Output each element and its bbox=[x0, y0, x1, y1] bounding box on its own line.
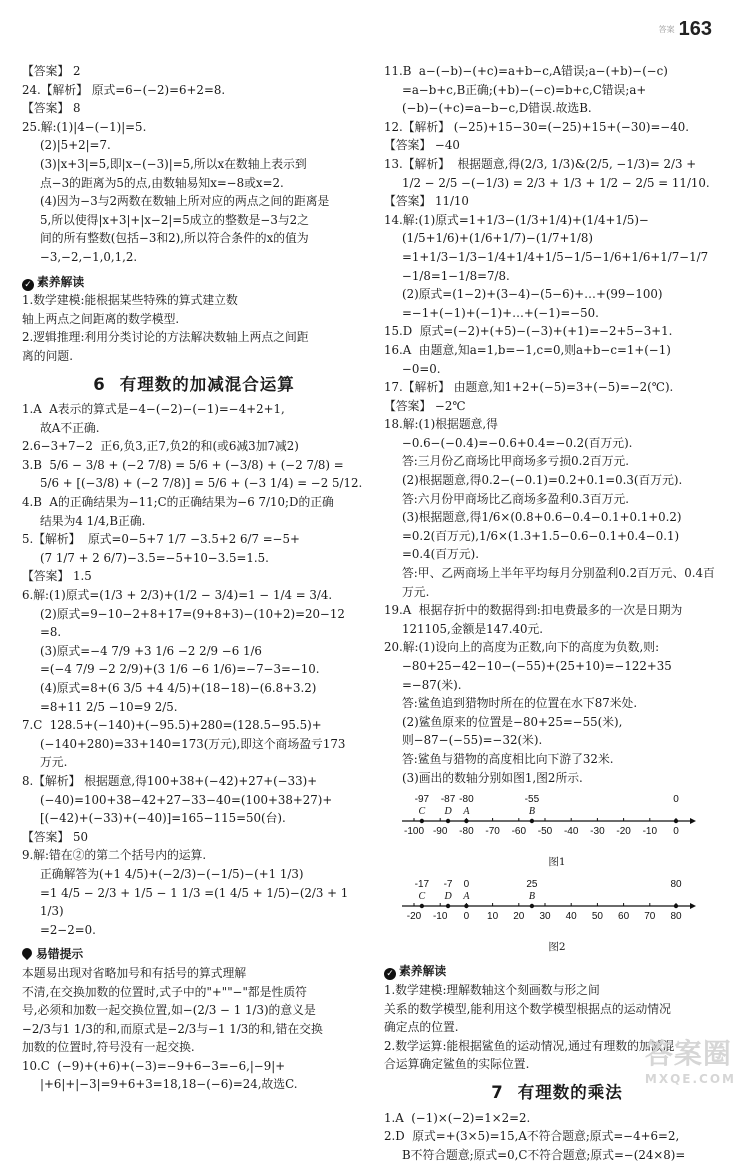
text-line: 25.解:(1)|4−(−1)|=5. bbox=[22, 118, 366, 137]
text-line: 10.C (−9)+(+6)+(−3)=−9+6−3=−6,|−9|+ bbox=[22, 1057, 366, 1076]
point-dot bbox=[446, 904, 450, 908]
text-line: =(−4 7/9 −2 2/9)+(3 1/6 −6 1/6)=−7−3=−10. bbox=[22, 660, 366, 679]
number-line-fig1 bbox=[398, 789, 698, 853]
text-line: 离的问题. bbox=[22, 347, 366, 366]
text-line: 答:三月份乙商场比甲商场多亏损0.2百万元. bbox=[384, 452, 730, 471]
text-line: 13.【解析】 根据题意,得(2/3, 1/3)&(2/5, −1/3)= 2/3 + bbox=[384, 155, 730, 174]
text-line: 17.【解析】 由题意,知1+2+(−5)=3+(−5)=−2(℃). bbox=[384, 378, 730, 397]
point-value: 25 bbox=[526, 879, 538, 890]
point-value: -80 bbox=[459, 794, 474, 805]
text-line: −0=0. bbox=[384, 360, 730, 379]
text-line: 关系的数学模型,能利用这个数学模型根据点的运动情况 bbox=[384, 1000, 730, 1019]
text-line: 点−3的距离为5的点,由数轴易知x=−8或x=2. bbox=[22, 174, 366, 193]
text-line: 5/6 + [(−3/8) + (−2 7/8)] = 5/6 + (−3 1/4) = −2 5/12. bbox=[22, 474, 366, 493]
fig2-caption: 图2 bbox=[384, 938, 730, 957]
text-line: (4)原式=8+(6 3/5 +4 4/5)+(18−18)−(6.8+3.2) bbox=[22, 679, 366, 698]
text-line: 答:鲨鱼追到猎物时所在的位置在水下87米处. bbox=[384, 694, 730, 713]
tick-label: 80 bbox=[670, 911, 682, 922]
tick-label: -100 bbox=[404, 826, 424, 837]
point-label: A bbox=[462, 891, 470, 902]
point-value: -7 bbox=[444, 879, 453, 890]
right-answers-end bbox=[384, 1109, 730, 1164]
text-line: 6.解:(1)原式=(1/3 + 2/3)+(1/2 − 3/4)=1 − 1/4 = 3/4. bbox=[22, 586, 366, 605]
tick-label: -50 bbox=[538, 826, 553, 837]
text-line: |+6|+|−3|=9+6+3=18,18−(−6)=24,故选C. bbox=[22, 1075, 366, 1094]
point-value: -55 bbox=[525, 794, 540, 805]
text-line: 万元. bbox=[384, 583, 730, 602]
text-line: −0.6−(−0.4)=−0.6+0.4=−0.2(百万元). bbox=[384, 434, 730, 453]
point-dot bbox=[674, 819, 678, 823]
text-line: 2.D 原式=+(3×5)=15,A不符合题意;原式=−4+6=2, bbox=[384, 1127, 730, 1146]
text-line: (2)根据题意,得0.2−(−0.1)=0.2+0.1=0.3(百万元). bbox=[384, 471, 730, 490]
tick-label: 10 bbox=[487, 911, 499, 922]
tick-label: -20 bbox=[407, 911, 422, 922]
point-label: C bbox=[419, 806, 426, 817]
text-line: (2)|5+2|=7. bbox=[22, 136, 366, 155]
point-value: 80 bbox=[670, 879, 682, 890]
point-label: A bbox=[462, 806, 470, 817]
point-dot bbox=[420, 819, 424, 823]
tick-label: 0 bbox=[464, 911, 470, 922]
text-line: 2.逻辑推理:利用分类讨论的方法解决数轴上两点之间距 bbox=[22, 328, 366, 347]
point-dot bbox=[530, 819, 534, 823]
point-label: D bbox=[443, 891, 452, 902]
text-line: (3)|x+3|=5,即|x−(−3)|=5,所以x在数轴上表示到 bbox=[22, 155, 366, 174]
point-value: -17 bbox=[415, 879, 430, 890]
section-title-6: 6 有理数的加减混合运算 bbox=[22, 376, 366, 395]
text-line: 1.A (−1)×(−2)=1×2=2. bbox=[384, 1109, 730, 1128]
tick-label: -90 bbox=[433, 826, 448, 837]
text-line: 2.6−3+7−2 正6,负3,正7,负2的和(或6减3加7减2) bbox=[22, 437, 366, 456]
text-line: 3.B 5/6 − 3/8 + (−2 7/8) = 5/6 + (−3/8) + (−2 7/8) = bbox=[22, 456, 366, 475]
text-line: −1/8=1−1/8=7/8. bbox=[384, 267, 730, 286]
text-line: 合运算确定鲨鱼的实际位置. bbox=[384, 1055, 730, 1074]
left-answers-end bbox=[22, 1057, 366, 1094]
point-label: D bbox=[443, 806, 452, 817]
text-line: (4)因为−3与2两数在数轴上所对应的两点之间的距离是 bbox=[22, 192, 366, 211]
tick-label: -40 bbox=[564, 826, 579, 837]
point-dot bbox=[420, 904, 424, 908]
text-line: 9.解:错在②的第二个括号内的运算. bbox=[22, 846, 366, 865]
tick-label: -20 bbox=[616, 826, 631, 837]
text-line: (−b)−(+c)=a−b−c,D错误.故选B. bbox=[384, 99, 730, 118]
tick-label: -60 bbox=[512, 826, 527, 837]
text-line: 【答案】 11/10 bbox=[384, 192, 730, 211]
text-line: 5,所以使得|x+3|+|x−2|=5成立的整数是−3与2之 bbox=[22, 211, 366, 230]
text-line: 结果为4 1/4,B正确. bbox=[22, 512, 366, 531]
point-dot bbox=[464, 904, 468, 908]
text-line: 【答案】 50 bbox=[22, 828, 366, 847]
text-line: 答:鲨鱼与猎物的高度相比向下游了32米. bbox=[384, 750, 730, 769]
text-line: 【答案】 −40 bbox=[384, 136, 730, 155]
text-line: =8. bbox=[22, 623, 366, 642]
text-line: 19.A 根据存折中的数据得到:扣电费最多的一次是日期为 bbox=[384, 601, 730, 620]
text-line: 正确解答为(+1 4/5)+(−2/3)−(−1/5)−(+1 1/3) bbox=[22, 865, 366, 884]
text-line: −2/3与1 1/3的和,而原式是−2/3与−1 1/3的和,错在交换 bbox=[22, 1020, 366, 1039]
text-line: 1.数学建模:能根据某些特殊的算式建立数 bbox=[22, 291, 366, 310]
left-answers-mid bbox=[22, 400, 366, 939]
point-dot bbox=[464, 819, 468, 823]
number-line-1-svg bbox=[398, 789, 698, 839]
text-line: =1 4/5 − 2/3 + 1/5 − 1 1/3 =(1 4/5 + 1/5)−(2/3 + 1 1/3) bbox=[22, 884, 366, 921]
text-line: =0.2(百万元),1/6×(1.3+1.5−0.6−0.1+0.4−0.1) bbox=[384, 527, 730, 546]
text-line: =0.4(百万元). bbox=[384, 545, 730, 564]
watermark-logo: 答案圈 MXQE.COM bbox=[645, 1032, 736, 1086]
right-column bbox=[384, 62, 730, 1164]
check-icon: ✓ bbox=[22, 279, 34, 291]
tick-label: 20 bbox=[513, 911, 525, 922]
tick-label: 40 bbox=[566, 911, 578, 922]
text-line: 18.解:(1)根据题意,得 bbox=[384, 415, 730, 434]
text-line: 121105,金额是147.40元. bbox=[384, 620, 730, 639]
text-line: 号,必须和加数一起交换位置,如−(2/3 − 1 1/3)的意义是 bbox=[22, 1001, 366, 1020]
text-line: 11.B a−(−b)−(+c)=a+b−c,A错误;a−(+b)−(−c) bbox=[384, 62, 730, 81]
number-line-2-svg bbox=[398, 874, 698, 924]
tick-label: 60 bbox=[618, 911, 630, 922]
text-line: (3)画出的数轴分别如图1,图2所示. bbox=[384, 769, 730, 788]
text-line: 5.【解析】 原式=0−5+7 1/7 −3.5+2 6/7 =−5+ bbox=[22, 530, 366, 549]
text-line: 16.A 由题意,知a=1,b=−1,c=0,则a+b−c=1+(−1) bbox=[384, 341, 730, 360]
text-line: 加数的位置时,符号没有一起交换. bbox=[22, 1038, 366, 1057]
text-line: 答:甲、乙两商场上半年平均每月分别盈利0.2百万元、0.4百 bbox=[384, 564, 730, 583]
text-line: B不符合题意;原式=0,C不符合题意;原式=−(24×8)= bbox=[384, 1146, 730, 1164]
text-line: (−40)=100+38−42+27−33−40=(100+38+27)+ bbox=[22, 791, 366, 810]
text-line: (3)原式=−4 7/9 +3 1/6 −2 2/9 −6 1/6 bbox=[22, 642, 366, 661]
text-line: (7 1/7 + 2 6/7)−3.5=−5+10−3.5=1.5. bbox=[22, 549, 366, 568]
text-line: 【答案】 −2℃ bbox=[384, 397, 730, 416]
text-line: 不清,在交换加数的位置时,式子中的"+""−"都是性质符 bbox=[22, 983, 366, 1002]
text-line: 2.数学运算:能根据鲨鱼的运动情况,通过有理数的加减混 bbox=[384, 1037, 730, 1056]
text-line: =2−2=0. bbox=[22, 921, 366, 940]
text-line: 万元. bbox=[22, 753, 366, 772]
text-line: 则−87−(−55)=−32(米). bbox=[384, 731, 730, 750]
text-line: 本题易出现对省略加号和有括号的算式理解 bbox=[22, 964, 366, 983]
section-title-7: 7 有理数的乘法 bbox=[384, 1084, 730, 1103]
arrow-icon bbox=[690, 818, 696, 824]
text-line: (1/5+1/6)+(1/6+1/7)−(1/7+1/8) bbox=[384, 229, 730, 248]
tick-label: 30 bbox=[539, 911, 551, 922]
point-dot bbox=[530, 904, 534, 908]
text-line: =8+11 2/5 −10=9 2/5. bbox=[22, 698, 366, 717]
pin-icon bbox=[20, 946, 34, 960]
text-line: 15.D 原式=(−2)+(+5)−(−3)+(+1)=−2+5−3+1. bbox=[384, 322, 730, 341]
text-line: =−1+(−1)+(−1)+…+(−1)=−50. bbox=[384, 304, 730, 323]
page-number: 答案 163 bbox=[659, 18, 712, 41]
point-label: B bbox=[529, 891, 535, 902]
text-line: 1.数学建模:理解数轴这个刻画数与形之间 bbox=[384, 981, 730, 1000]
text-line: (2)原式=9−10−2+8+17=(9+8+3)−(10+2)=20−12 bbox=[22, 605, 366, 624]
point-value: 0 bbox=[464, 879, 470, 890]
text-line: 12.【解析】 (−25)+15−30=(−25)+15+(−30)=−40. bbox=[384, 118, 730, 137]
text-line: 1.A A表示的算式是−4−(−2)−(−1)=−4+2+1, bbox=[22, 400, 366, 419]
point-label: C bbox=[419, 891, 426, 902]
right-answers-top bbox=[384, 62, 730, 787]
text-line: 8.【解析】 根据题意,得100+38+(−42)+27+(−33)+ bbox=[22, 772, 366, 791]
literacy-note-right: ✓ 素养解读 1.数学建模:理解数轴这个刻画数与形之间 关系的数学模型,能利用这个数学模型根据点的运动情况 确定点的位置. 2.数学运算:能根据鲨鱼的运动情况,通过有理数的加减混 合运算确定鲨鱼的实际位置. bbox=[384, 962, 730, 1074]
tick-label: -10 bbox=[433, 911, 448, 922]
point-dot bbox=[446, 819, 450, 823]
tick-label: -80 bbox=[459, 826, 474, 837]
point-value: -87 bbox=[441, 794, 456, 805]
text-line: −3,−2,−1,0,1,2. bbox=[22, 248, 366, 267]
tick-label: -10 bbox=[643, 826, 658, 837]
text-line: 【答案】 8 bbox=[22, 99, 366, 118]
number-line-fig2 bbox=[398, 874, 698, 938]
left-answers-top bbox=[22, 62, 366, 267]
text-line: [(−42)+(−33)+(−40)]=165−115=50(台). bbox=[22, 809, 366, 828]
point-dot bbox=[674, 904, 678, 908]
tick-label: -30 bbox=[590, 826, 605, 837]
text-line: =−87(米). bbox=[384, 676, 730, 695]
tick-label: -70 bbox=[485, 826, 500, 837]
text-line: 20.解:(1)设向上的高度为正数,向下的高度为负数,则: bbox=[384, 638, 730, 657]
text-line: =a−b+c,B正确;(+b)−(−c)=b+c,C错误;a+ bbox=[384, 81, 730, 100]
text-line: 14.解:(1)原式=1+1/3−(1/3+1/4)+(1/4+1/5)− bbox=[384, 211, 730, 230]
tick-label: 50 bbox=[592, 911, 604, 922]
text-line: (2)原式=(1−2)+(3−4)−(5−6)+…+(99−100) bbox=[384, 285, 730, 304]
text-line: 【答案】 2 bbox=[22, 62, 366, 81]
text-line: 确定点的位置. bbox=[384, 1018, 730, 1037]
text-line: (3)根据题意,得1/6×(0.8+0.6−0.4−0.1+0.1+0.2) bbox=[384, 508, 730, 527]
point-label: B bbox=[529, 806, 535, 817]
text-line: 答:六月份甲商场比乙商场多盈利0.3百万元. bbox=[384, 490, 730, 509]
literacy-note-left: ✓ 素养解读 1.数学建模:能根据某些特殊的算式建立数 轴上两点之间距离的数学模型. 2.逻辑推理:利用分类讨论的方法解决数轴上两点之间距 离的问题. bbox=[22, 273, 366, 366]
text-line: 24.【解析】 原式=6−(−2)=6+2=8. bbox=[22, 81, 366, 100]
text-line: (−140+280)=33+140=173(万元),即这个商场盈亏173 bbox=[22, 735, 366, 754]
text-line: 间的所有整数(包括−3和2),所以符合条件的x的值为 bbox=[22, 229, 366, 248]
arrow-icon bbox=[690, 903, 696, 909]
fig1-caption: 图1 bbox=[384, 853, 730, 872]
error-tip: 易错提示 本题易出现对省略加号和有括号的算式理解 不清,在交换加数的位置时,式子中的"+""−"都是性质符 号,必须和加数一起交换位置,如−(2/3 − 1 1/3)的意义是 −2/3与1 1/3的和,而原式是−2/3与−1 1/3的和,错在交换 加数的位置时,符号没有一起交换. bbox=[22, 945, 366, 1057]
text-line: 轴上两点之间距离的数学模型. bbox=[22, 310, 366, 329]
check-icon: ✓ bbox=[384, 968, 396, 980]
text-line: 4.B A的正确结果为−11;C的正确结果为−6 7/10;D的正确 bbox=[22, 493, 366, 512]
tick-label: 0 bbox=[673, 826, 679, 837]
text-line: −80+25−42−10−(−55)+(25+10)=−122+35 bbox=[384, 657, 730, 676]
text-line: (2)鲨鱼原来的位置是−80+25=−55(米), bbox=[384, 713, 730, 732]
text-line: 1/2 − 2/5 −(−1/3) = 2/3 + 1/3 + 1/2 − 2/5 = 11/10. bbox=[384, 174, 730, 193]
text-line: 7.C 128.5+(−140)+(−95.5)+280=(128.5−95.5)+ bbox=[22, 716, 366, 735]
left-column bbox=[22, 62, 366, 1094]
text-line: =1+1/3−1/3−1/4+1/4+1/5−1/5−1/6+1/6+1/7−1/7 bbox=[384, 248, 730, 267]
text-line: 故A不正确. bbox=[22, 419, 366, 438]
point-value: 0 bbox=[673, 794, 679, 805]
point-value: -97 bbox=[415, 794, 430, 805]
text-line: 【答案】 1.5 bbox=[22, 567, 366, 586]
tick-label: 70 bbox=[644, 911, 656, 922]
